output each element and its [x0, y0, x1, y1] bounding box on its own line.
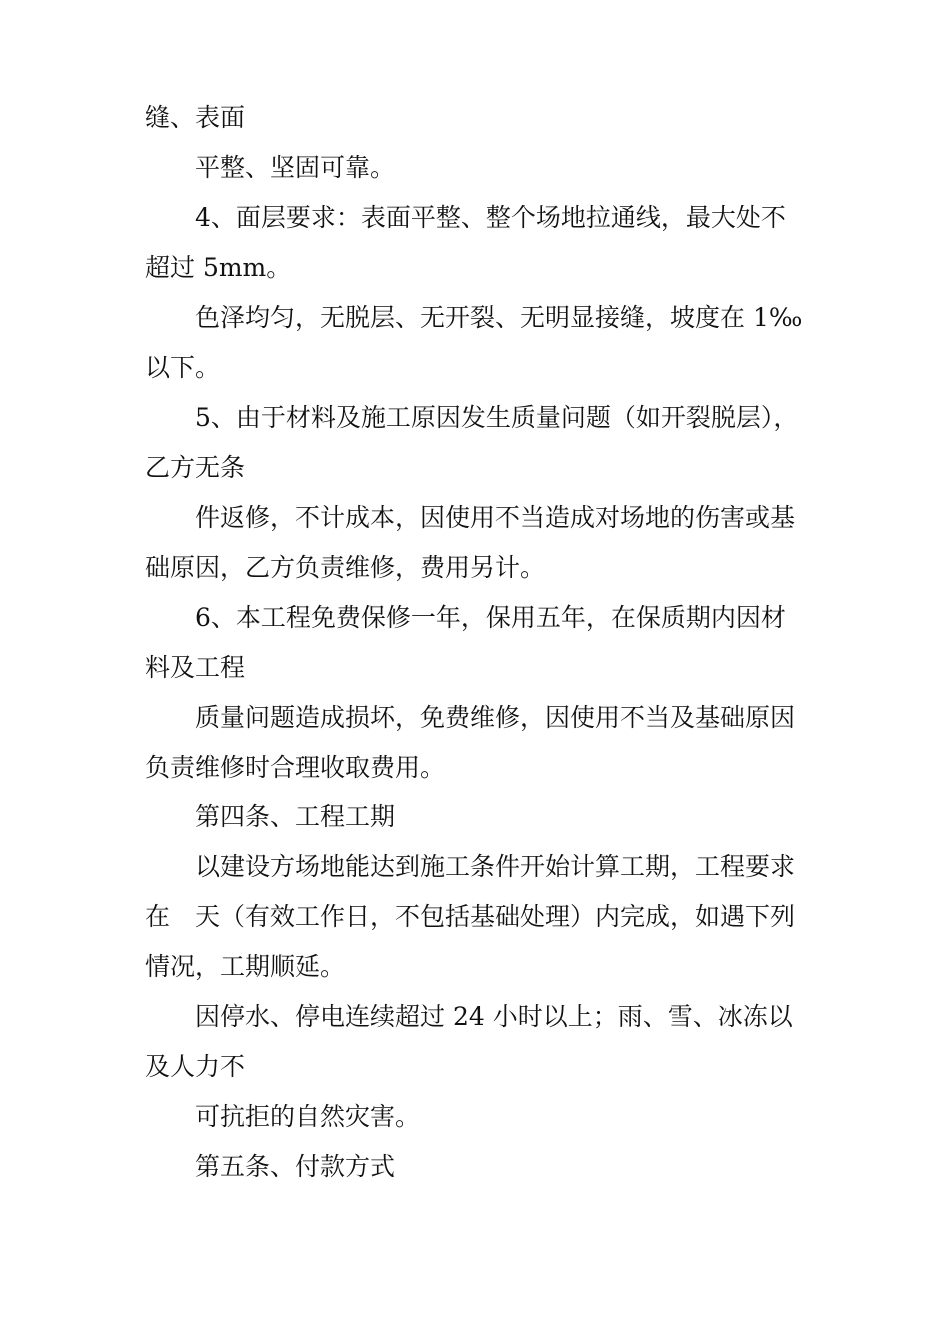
text-line: 平整、坚固可靠。	[195, 153, 396, 182]
text-line: 件返修，不计成本，因使用不当造成对场地的伤害或基	[195, 503, 796, 532]
text-line: 5、由于材料及施工原因发生质量问题（如开裂脱层），	[195, 403, 799, 432]
text-line: 缝、表面	[145, 103, 246, 132]
text-line: 及人力不	[145, 1052, 246, 1081]
text-line: 料及工程	[145, 653, 246, 682]
text-line: 础原因，乙方负责维修，费用另计。	[145, 553, 546, 582]
text-line: 可抗拒的自然灾害。	[195, 1102, 421, 1131]
section-heading: 第五条、付款方式	[195, 1152, 396, 1181]
text-line: 情况，工期顺延。	[145, 952, 346, 981]
section-heading: 第四条、工程工期	[195, 802, 396, 831]
text-line: 乙方无条	[145, 453, 246, 482]
text-line: 以下。	[145, 353, 221, 382]
text-line: 在 天（有效工作日，不包括基础处理）内完成，如遇下列	[145, 902, 796, 931]
text-line: 负责维修时合理收取费用。	[145, 753, 446, 782]
text-line: 6、本工程免费保修一年，保用五年，在保质期内因材	[195, 603, 786, 632]
text-line: 超过 5mm。	[145, 253, 292, 282]
text-line: 因停水、停电连续超过 24 小时以上；雨、雪、冰冻以	[195, 1002, 793, 1031]
text-line: 4、面层要求：表面平整、整个场地拉通线，最大处不	[195, 203, 786, 232]
text-line: 质量问题造成损坏，免费维修，因使用不当及基础原因	[195, 703, 796, 732]
text-line: 色泽均匀，无脱层、无开裂、无明显接缝，坡度在 1‰	[195, 303, 803, 332]
text-line: 以建设方场地能达到施工条件开始计算工期，工程要求	[195, 852, 796, 881]
